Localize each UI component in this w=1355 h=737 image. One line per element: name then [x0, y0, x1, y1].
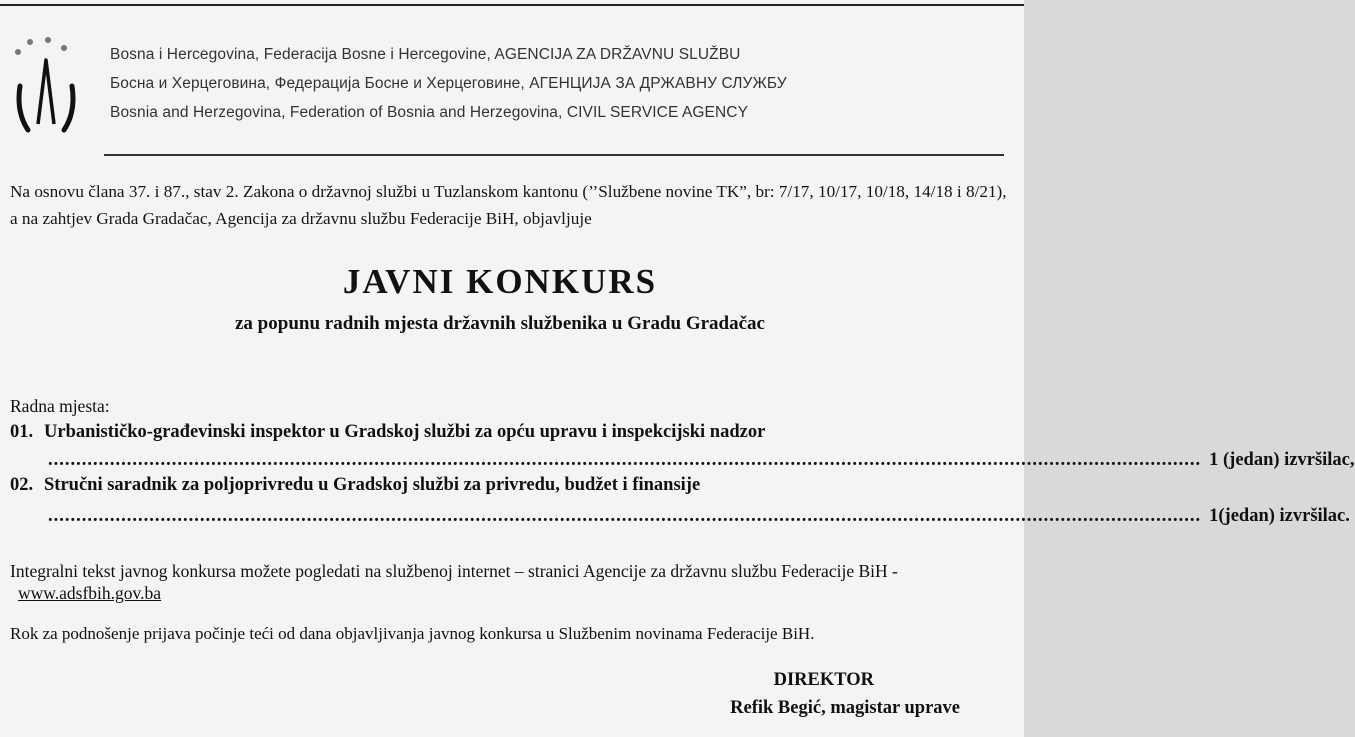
document-title: JAVNI KONKURS — [342, 262, 658, 301]
positions-label: Radna mjesta: — [10, 396, 110, 416]
header-line-serbian: Босна и Херцеговина, Федерација Босне и Херцеговине, АГЕНЦИЈА ЗА ДРЖАВНУ СЛУЖБУ — [110, 75, 787, 92]
header-line-english: Bosnia and Herzegovina, Federation of Bosnia and Herzegovina, CIVIL SERVICE AGENCY — [110, 104, 749, 121]
position-executors-row — [48, 450, 1355, 471]
signature-block — [640, 666, 960, 722]
header-divider — [104, 154, 1004, 156]
position-name: Urbanističko-građevinski inspektor u Gradskoj službi za opću upravu i inspekcijski nadzor — [44, 422, 766, 442]
deadline-paragraph: Rok za podnošenje prijava počinje teći od dana objavljivanja javnog konkursa u Službenim novinama Federacije BiH. — [10, 624, 815, 643]
position-item — [10, 475, 1020, 496]
intro-paragraph: Na osnovu člana 37. i 87., stav 2. Zakona o državnoj službi u Tuzlanskom kantonu (’’Službene novine TK”, br: 7/17, 10/17, 10/18, 14/18 i 8/21), a na zahtjev Grada Gradačac, Agencija za državnu službu Federacije BiH, objavljuje — [10, 182, 1007, 228]
position-number: 02. — [10, 475, 34, 495]
dotted-leader: ............................................................................................................................................................................................................. — [48, 450, 1202, 470]
notice-paragraph — [10, 560, 1020, 604]
agency-header — [110, 40, 1010, 127]
agency-website-link[interactable]: www.adsfbih.gov.ba — [18, 583, 162, 603]
agency-logo-icon — [8, 34, 80, 134]
document-subtitle: za popunu radnih mjesta državnih službenika u Gradu Gradačac — [235, 313, 765, 334]
header-line-bosnian: Bosna i Hercegovina, Federacija Bosne i Hercegovine, AGENCIJA ZA DRŽAVNU SLUŽBU — [110, 46, 741, 63]
position-name: Stručni saradnik za poljoprivredu u Gradskoj službi za privredu, budžet i finansije — [44, 475, 701, 495]
top-border — [0, 4, 1024, 6]
position-executors: 1(jedan) izvršilac. — [1209, 506, 1350, 526]
signatory-title: DIREKTOR — [773, 670, 874, 690]
position-item — [10, 422, 1020, 443]
position-executors: 1 (jedan) izvršilac, — [1209, 450, 1355, 470]
notice-text: Integralni tekst javnog konkursa možete pogledati na službenoj internet – stranici Agencije za državnu službu Federacije BiH - — [10, 561, 898, 581]
signatory-name: Refik Begić, magistar uprave — [730, 698, 960, 718]
dotted-leader: ............................................................................................................................................................................................................. — [48, 506, 1202, 526]
position-executors-row — [48, 506, 1350, 527]
position-number: 01. — [10, 422, 34, 442]
